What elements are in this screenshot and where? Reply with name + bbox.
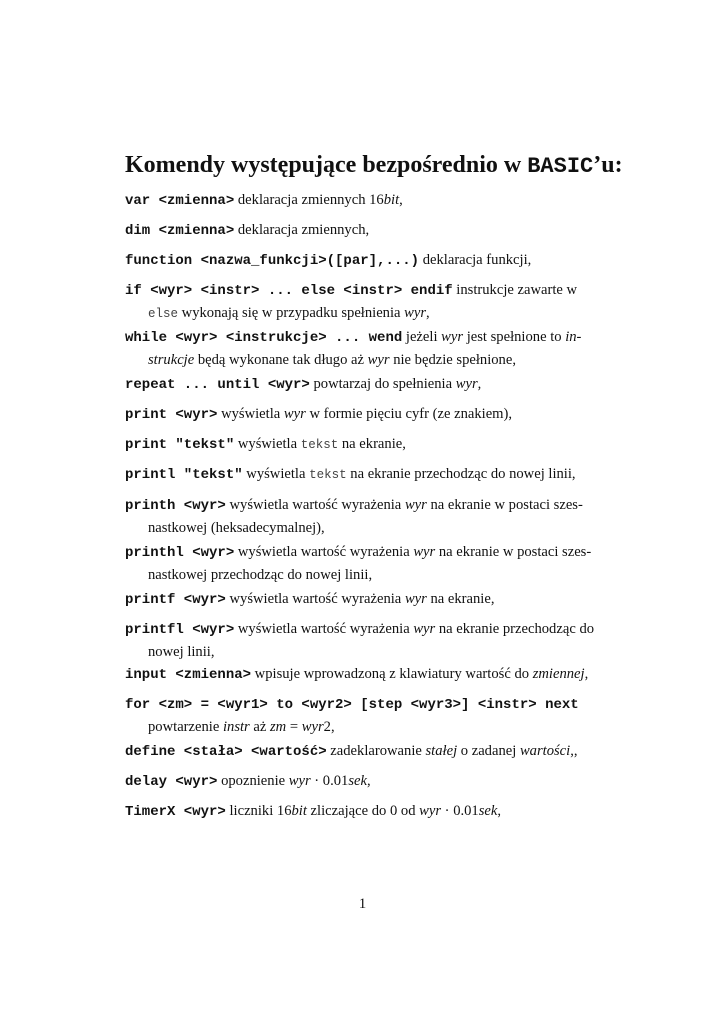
command-desc-italic: wyr xyxy=(404,591,427,607)
command-entry-input xyxy=(125,663,600,686)
command-desc-end: , xyxy=(584,666,589,682)
command-code: printf <wyr> xyxy=(125,592,226,608)
command-entry-timerx xyxy=(125,800,600,823)
command-code: printhl <wyr> xyxy=(125,545,235,561)
title-text: Komendy występujące bezpośrednio w xyxy=(125,152,528,178)
command-desc-2: jest spełnione to xyxy=(463,329,566,345)
command-desc: wyświetla xyxy=(217,406,284,422)
command-entry-repeat xyxy=(125,373,600,396)
command-entry-printl xyxy=(125,463,600,486)
command-code: input <zmienna> xyxy=(125,667,252,683)
command-desc: wyświetla xyxy=(234,436,301,452)
command-desc-3: · 0.01 xyxy=(441,803,479,819)
command-desc: wyświetla wartość wyrażenia xyxy=(225,591,405,607)
command-code: if <wyr> <instr> ... else <instr> endif xyxy=(125,283,453,299)
command-entry-var xyxy=(125,189,600,212)
command-desc: jeżeli xyxy=(402,329,442,345)
command-desc-3: = xyxy=(286,719,302,735)
command-desc: deklaracja zmiennych, xyxy=(234,222,370,238)
command-entry-function xyxy=(125,249,600,272)
command-desc-2: na ekranie w postaci szes- xyxy=(426,497,583,513)
command-code: repeat ... until <wyr> xyxy=(125,377,310,393)
command-code: print <wyr> xyxy=(125,407,218,423)
command-desc: wyświetla xyxy=(242,466,310,482)
command-desc-4: nie będzie spełnione, xyxy=(389,352,516,368)
command-code: define <stała> <wartość> xyxy=(125,744,327,760)
command-desc: opoznienie xyxy=(217,773,289,789)
command-desc-italic: bit xyxy=(291,803,307,819)
title-suffix: ’u: xyxy=(593,152,623,178)
command-desc: wyświetla wartość wyrażenia xyxy=(225,497,405,513)
command-desc-cont: nastkowej przechodząc do nowej linii, xyxy=(148,567,373,583)
command-desc-italic-3: sek xyxy=(478,803,498,819)
page-number: 1 xyxy=(358,896,367,912)
command-desc-italic: wyr xyxy=(404,497,427,513)
command-desc-italic-2: wartości xyxy=(519,743,571,759)
command-desc-2: na ekranie przechodząc do nowej linii, xyxy=(346,466,576,482)
command-desc-italic: wyr xyxy=(283,406,306,422)
command-desc-end: , xyxy=(399,192,403,208)
command-entry-printf xyxy=(125,588,600,611)
command-code: function <nazwa_funkcji>([par],...) xyxy=(125,253,420,269)
command-desc: wyświetla wartość wyrażenia xyxy=(234,621,414,637)
command-desc: powtarzenie xyxy=(148,719,223,735)
command-desc-end: ,, xyxy=(570,743,578,759)
command-desc-code: tekst xyxy=(300,438,339,452)
command-desc: wpisuje wprowadzoną z klawiatury wartość do xyxy=(251,666,533,682)
command-desc-italic: wyr xyxy=(404,305,427,321)
command-code: printh <wyr> xyxy=(125,498,226,514)
command-desc: powtarzaj do spełnienia xyxy=(309,376,456,392)
command-desc-end: , xyxy=(497,803,502,819)
command-desc-2: na ekranie w postaci szes- xyxy=(435,544,592,560)
command-desc-italic: wyr xyxy=(455,376,478,392)
command-entry-delay xyxy=(125,770,600,793)
command-desc-cont: nowej linii, xyxy=(148,644,215,660)
command-desc-2: wykonają się w przypadku spełnienia xyxy=(178,305,405,321)
page-title xyxy=(125,150,623,182)
command-desc-2: zliczające do 0 od xyxy=(306,803,420,819)
command-desc: instrukcje zawarte w xyxy=(452,282,578,298)
command-code: dim <zmienna> xyxy=(125,223,235,239)
command-desc-2: aż xyxy=(249,719,270,735)
command-desc-italic: wyr xyxy=(413,621,436,637)
command-desc: zadeklarowanie xyxy=(326,743,426,759)
command-desc-end: , xyxy=(426,305,430,321)
command-desc-2: · 0.01 xyxy=(310,773,349,789)
command-entry-printh xyxy=(125,494,600,539)
command-desc-2: o zadanej xyxy=(457,743,520,759)
command-desc-code: else xyxy=(148,307,179,321)
command-entry-if xyxy=(125,279,600,325)
command-code: while <wyr> <instrukcje> ... wend xyxy=(125,330,403,346)
command-desc-italic-2: in- xyxy=(565,329,582,345)
command-desc-italic: zmiennej xyxy=(532,666,585,682)
command-desc: liczniki 16 xyxy=(225,803,292,819)
command-desc-italic-3: strukcje xyxy=(148,352,195,368)
command-entry-while xyxy=(125,326,600,371)
command-entry-print xyxy=(125,403,600,426)
command-desc-italic-2: wyr xyxy=(419,803,442,819)
command-desc-4: 2, xyxy=(323,719,335,735)
command-code: print "tekst" xyxy=(125,437,235,453)
command-entry-define xyxy=(125,740,600,763)
command-entry-printfl xyxy=(125,618,600,663)
command-desc: deklaracja funkcji, xyxy=(419,252,532,268)
command-desc-italic-4: wyr xyxy=(367,352,390,368)
command-code: delay <wyr> xyxy=(125,774,218,790)
command-entry-dim xyxy=(125,219,600,242)
command-desc: deklaracja zmiennych 16 xyxy=(234,192,384,208)
command-code: var <zmienna> xyxy=(125,193,235,209)
command-desc-italic-2: sek xyxy=(348,773,367,789)
command-desc-2: na ekranie, xyxy=(426,591,495,607)
command-desc-italic: wyr xyxy=(413,544,436,560)
command-entry-printhl xyxy=(125,541,600,586)
command-code: printl "tekst" xyxy=(125,467,243,483)
command-desc-code: tekst xyxy=(309,468,347,482)
command-desc-italic: stałej xyxy=(425,743,458,759)
command-desc-italic: wyr xyxy=(288,773,311,789)
command-desc-italic: bit xyxy=(383,192,400,208)
title-basic: BASIC xyxy=(527,154,594,179)
command-code: TimerX <wyr> xyxy=(125,804,226,820)
command-desc-italic-2: zm xyxy=(270,719,287,735)
command-desc-italic-3: wyr xyxy=(301,719,324,735)
command-desc-cont: nastkowej (heksadecymalnej), xyxy=(148,520,325,536)
command-desc-2: na ekranie przechodząc do xyxy=(435,621,595,637)
command-entry-print-text xyxy=(125,433,600,456)
command-desc-3: będą wykonane tak długo aż xyxy=(194,352,368,368)
command-desc-italic: wyr xyxy=(441,329,464,345)
command-desc-end: , xyxy=(477,376,482,392)
command-desc-italic: instr xyxy=(222,719,250,735)
command-desc-2: na ekranie, xyxy=(338,436,406,452)
command-desc-end: , xyxy=(366,773,371,789)
command-code: printfl <wyr> xyxy=(125,622,235,638)
command-entry-for xyxy=(125,693,600,738)
command-code: for <zm> = <wyr1> to <wyr2> [step <wyr3>] <instr> next xyxy=(125,697,579,713)
command-desc-2: w formie pięciu cyfr (ze znakiem), xyxy=(305,406,513,422)
command-desc: wyświetla wartość wyrażenia xyxy=(234,544,414,560)
